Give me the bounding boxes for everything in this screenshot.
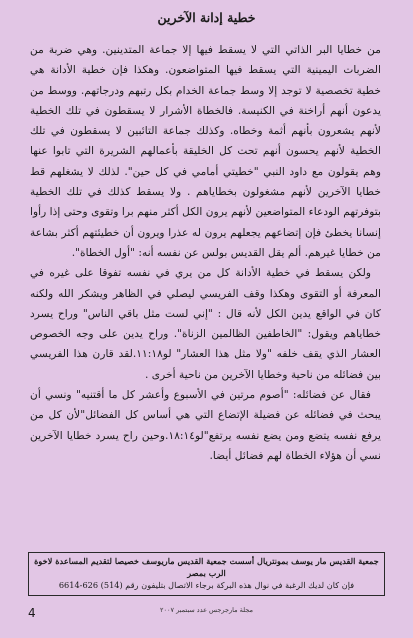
notice-line-1: جمعية القديس مار يوسف بمونتريال أسست جمعية القديس ماريوسف خصيصا لتقديم المساعدة لاخوة الرب بمصر xyxy=(34,556,379,578)
article-body xyxy=(30,40,381,466)
page-number: 4 xyxy=(28,606,36,620)
notice-line-2: فإن كان لديك الرغبة في نوال هذه البركة برجاء الاتصال بتليفون رقم (514) 626-6614 xyxy=(58,580,355,590)
paragraph-3: فقال عن فضائله: "أصوم مرتين في الأسبوع وأعشر كل ما أقتنيه" ونسي أن يبحث في فضائله عن فضيلة الإتضاع التي هي أساس كل الفضائل"لأن كل من يرفع نفسه يتضع ومن يضع نفسه يرتفع"لو١٨:١٤.وحين راح يسرد خطايا الآخرين نسي أن هؤلاء الخطاة لهم فضائل أيضا. xyxy=(30,388,381,462)
article-title: خطية إدانة الآخرين xyxy=(157,10,256,25)
paragraph-1: من خطايا البر الذاتي التي لا يسقط فيها إلا جماعة المتدينين. وهي ضربة من الضربات اليمينية التي يسقط فيها المتواضعون. وهكذا فإن خطية الأدانة هي خطية تخصصية لا توجد إلا وسط جماعة الخدام بكل رتبهم ودرجاتهم. ووسط من يدعون أنهم أراخنة في الكنيسة. فالخطاة الأشرار لا يسقطون في تلك الخطية لأنهم يشعرون بأنهم أثمة وخطاه. وكذلك جماعة التائبين لا يسقطون في تلك الخطية لأنهم يحسون أنهم تحت كل الخليقة بأعمالهم الشريرة التي تابوا عنها وهم يقولون مع داود النبي "خطيتي أمامي في كل حين". لذلك لا يشغلهم قط خطايا الآخرين لأنهم مشغولون بخطاياهم . ولا يسقط كذلك في تلك الخطية بتوفرتهم الودعاء المتواضعين لأنهم يرون الكل أكثر منهم برا وتقوى وحتى إذا رأوا إنسانا يخطئ فإن إتضاعهم يجعلهم يرون له عذرا ويرون أن خطيئتهم أكثر بشاعة من خطايا غيرهم. ألم يقل القديس بولس عن نفسه أنه: "أول الخطاة". xyxy=(30,43,381,259)
notice-box xyxy=(28,552,385,596)
paragraph-2: ولكن يسقط في خطية الأدانة كل من يري في نفسه تفوقا على غيره في المعرفة أو التقوى وهكذا وقف الفريسي ليصلي في الظاهر ويشكر الله ولكنه كان في الواقع يدين الكل لأنه قال : "إني لست مثل باقي الناس" وراح يسرد خطاياهم ويقول: "الخاطفين الظالمين الزناة". وراح يدين على وجه الخصوص العشار الذي يقف خلفه "ولا مثل هذا العشار" لو١١:١٨.لقد قارن هذا الفريسي بين فضائله من ناحية وخطايا الآخرين من ناحية أخرى . xyxy=(30,266,381,381)
footer-text: مجلة مارجرجس عدد سبتمبر ٢٠٠٧ xyxy=(160,606,253,614)
